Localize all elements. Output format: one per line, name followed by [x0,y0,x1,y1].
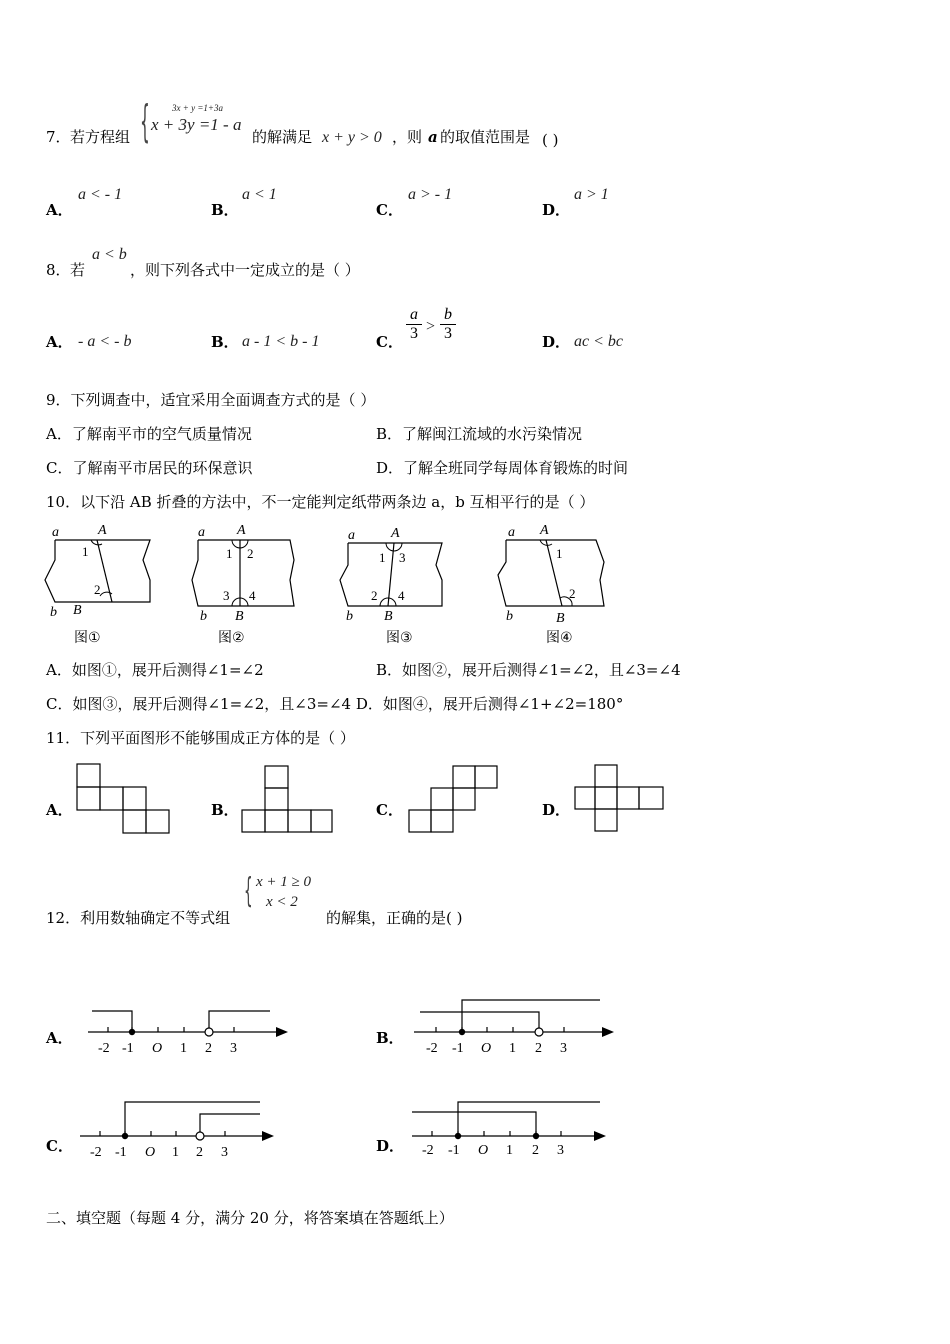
q8-frac-left-num: a [406,306,422,325]
q10-fig3-label-b: b [346,609,353,624]
q7-option-c-label: C． [376,201,403,219]
q12-b-tick-m2: -2 [426,1041,438,1056]
q10-fig3-label-2: 2 [371,588,378,603]
q7-brace: { [140,96,150,147]
q7-option-b-label: B． [211,201,239,219]
q12-label-b: B． [376,1029,404,1047]
q12-numberline-b [412,994,622,1060]
q10-fig1-label-a: a [52,525,59,540]
q8-frac-left-den: 3 [410,325,418,342]
q7-stem-a: 若方程组 [70,128,131,146]
q11-label-b: B． [211,801,239,819]
q8-option-c-frac-left [406,306,422,343]
section-2-heading: 二、填空题（每题 4 分，满分 20 分，将答案填在答题纸上） [46,1209,454,1227]
q8-cond: a < b [92,246,127,263]
q12-c-tick-2: 2 [196,1145,203,1160]
q12-d-tick-m2: -2 [422,1143,434,1158]
q10-figure-2 [188,520,318,650]
q10-fig4-label-B: B [556,611,565,626]
q9-option-d: D．了解全班同学每周体育锻炼的时间 [376,459,629,477]
q8-option-d-expr: ac < bc [574,333,623,350]
q11-net-a [77,764,171,834]
q12-label-a: A． [46,1029,73,1047]
q12-b-tick-3: 3 [560,1041,567,1056]
q10-fig1-label-b: b [50,605,57,620]
q8-option-b-label: B． [211,333,239,351]
q11-label-a: A． [46,801,73,819]
q10-fig2-caption: 图② [218,630,245,646]
q10-fig3-label-B: B [384,609,393,624]
q12-sys-top: x + 1 ≥ 0 [256,874,312,890]
q10-fig2-label-a: a [198,525,205,540]
q10-fig2-label-B: B [235,609,244,624]
q8-option-c-frac-right [440,306,456,343]
q12-d-tick-3: 3 [557,1143,564,1158]
q12-d-tick-1: 1 [506,1143,513,1158]
q7-option-d-expr: a > 1 [574,186,609,203]
q10-fig3-label-4: 4 [398,588,405,603]
q8-option-c-label: C． [376,333,403,351]
q7-paren: ( ) [542,131,559,149]
q10-fig2-label-A: A [237,523,246,538]
q12-brace: { [244,871,253,911]
q7-system-top: 3x + y =1+3a [172,103,223,113]
q12-a-tick-m2: -2 [98,1041,110,1056]
q7-stem-d: 的取值范围是 [440,128,531,146]
q10-fig3-label-3: 3 [399,550,406,565]
q11-net-c [409,766,503,836]
q10-figure-3 [336,520,466,650]
q12-b-tick-m1: -1 [452,1041,464,1056]
q7-system-bottom: x + 3y =1 - a [151,115,242,134]
q12-numberline-d [410,1096,620,1166]
q12-d-tick-m1: -1 [448,1143,460,1158]
q10-fig2-label-4: 4 [249,588,256,603]
q8-stem-b: ，则下列各式中一定成立的是（ ） [130,261,360,279]
q8-option-b-expr: a - 1 < b - 1 [242,333,320,350]
q11-net-d [575,765,669,835]
q12-numberline-a [86,1000,296,1060]
q12-numberline-c [78,1096,288,1166]
q12-c-tick-m2: -2 [90,1145,102,1160]
q10-figure-1 [40,520,170,650]
q8-frac-right-den: 3 [444,325,452,342]
q7-stem-c: ，则 [392,128,423,146]
q12-sys-bottom: x < 2 [266,894,298,910]
q7-option-b-expr: a < 1 [242,186,277,203]
q12-a-tick-2: 2 [205,1041,212,1056]
q12-c-tick-3: 3 [221,1145,228,1160]
q10-fig3-label-1: 1 [379,550,386,565]
q10-fig4-caption: 图④ [546,630,573,646]
q10-fig1-caption: 图① [74,630,101,646]
q11-stem: 11．下列平面图形不能够围成正方体的是（ ） [46,729,355,747]
q10-option-cd: C．如图③，展开后测得∠1=∠2，且∠3=∠4 D．如图④，展开后测得∠1+∠2=180° [46,695,624,713]
q10-stem: 10．以下沿 AB 折叠的方法中，不一定能判定纸带两条边 a，b 互相平行的是（ ） [46,493,595,511]
q12-stem-a: 12．利用数轴确定不等式组 [46,909,231,927]
q7-option-d-label: D． [542,201,571,219]
q12-a-tick-o: O [152,1041,163,1056]
q8-frac-right-num: b [440,306,456,325]
q12-b-tick-2: 2 [535,1041,542,1056]
q10-fig2-label-2: 2 [247,546,254,561]
q10-fig1-label-B: B [73,603,82,618]
q10-fig1-label-1: 1 [82,544,89,559]
q9-option-a: A．了解南平市的空气质量情况 [46,425,252,443]
q12-c-tick-1: 1 [172,1145,179,1160]
q10-fig2-label-1: 1 [226,546,233,561]
q8-number: 8． [46,261,71,279]
q9-option-b: B．了解闽江流域的水污染情况 [376,425,583,443]
q7-var: a [428,128,438,146]
q7-option-a-expr: a < - 1 [78,186,123,203]
q8-option-a-label: A． [46,333,73,351]
q10-figure-4 [494,520,624,650]
q12-label-c: C． [46,1137,73,1155]
q10-option-a: A．如图①，展开后测得∠1=∠2 [46,661,264,679]
q12-stem-b: 的解集，正确的是( ) [326,909,463,927]
q8-option-c-op: > [426,318,436,335]
q12-a-tick-1: 1 [180,1041,187,1056]
q10-fig4-label-A: A [540,523,549,538]
q8-option-d-label: D． [542,333,571,351]
q7-option-a-label: A． [46,201,73,219]
q7-stem-b: 的解满足 [252,128,313,146]
q12-c-tick-o: O [145,1145,156,1160]
q10-fig4-label-b: b [506,609,513,624]
q12-b-tick-1: 1 [509,1041,516,1056]
q10-fig1-label-A: A [98,523,107,538]
q10-fig4-label-1: 1 [556,546,563,561]
q12-d-tick-2: 2 [532,1143,539,1158]
q11-label-c: C． [376,801,403,819]
q10-fig4-label-2: 2 [569,586,576,601]
q9-stem: 9．下列调查中，适宜采用全面调查方式的是（ ） [46,391,376,409]
q7-number: 7． [46,128,71,146]
q10-fig3-label-A: A [391,526,400,541]
q10-fig4-label-a: a [508,525,515,540]
q12-c-tick-m1: -1 [115,1145,127,1160]
q12-a-tick-3: 3 [230,1041,237,1056]
q9-option-c: C．了解南平市居民的环保意识 [46,459,253,477]
q11-net-b [242,766,336,836]
q10-fig3-caption: 图③ [386,630,413,646]
q12-b-tick-o: O [481,1041,492,1056]
q7-option-c-expr: a > - 1 [408,186,453,203]
q10-option-b: B．如图②，展开后测得∠1=∠2，且∠3=∠4 [376,661,681,679]
q10-fig3-label-a: a [348,528,355,543]
q12-a-tick-m1: -1 [122,1041,134,1056]
q12-label-d: D． [376,1137,405,1155]
q11-label-d: D． [542,801,571,819]
q10-fig2-label-3: 3 [223,588,230,603]
q8-option-a-expr: - a < - b [78,333,132,350]
q10-fig2-label-b: b [200,609,207,624]
q7-condition: x + y > 0 [322,129,382,146]
q12-d-tick-o: O [478,1143,489,1158]
q8-stem-a: 若 [70,261,86,279]
q10-fig1-label-2: 2 [94,582,101,597]
